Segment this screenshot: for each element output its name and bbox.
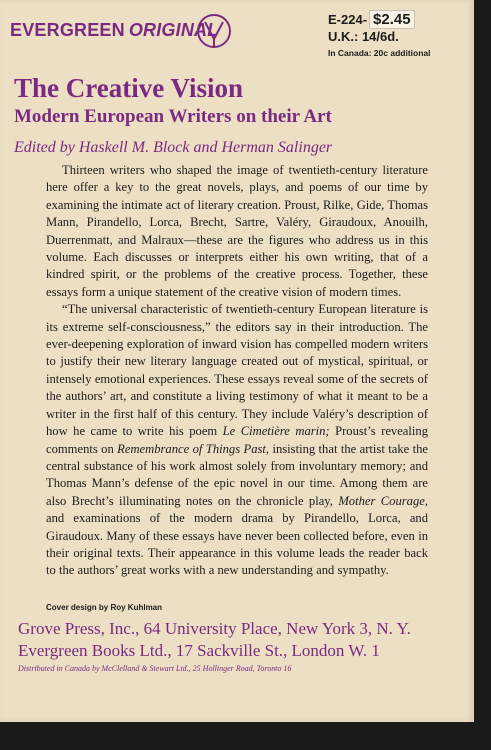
book-editors: Edited by Haskell M. Block and Herman Salinger [14, 139, 333, 156]
italic-title-mother-courage: Mother Courage, [338, 493, 428, 508]
canada-note: In Canada: 20c additional [328, 48, 431, 58]
distribution-note: Distributed in Canada by McClelland & Stewart Ltd., 25 Hollinger Road, Toronto 16 [18, 664, 292, 673]
italic-title-remembrance: Remembrance of Things Past, [117, 441, 270, 456]
book-subtitle: Modern European Writers on their Art [14, 106, 332, 127]
cover-header [10, 8, 466, 58]
evergreen-v-logo-icon [196, 13, 232, 49]
publisher-line-1: Grove Press, Inc., 64 University Place, New York 3, N. Y. [18, 619, 411, 638]
blurb [46, 162, 428, 580]
catalog-code: E-224- [328, 12, 368, 27]
blurb-paragraph-2: “The universal characteristic of twentieth-century European literature is its extreme self-consciousness,” the editors say in their introduction. The ever-deepening exploration of inward vision has compelled modern writers to justify their new literary language created out of mystical, spiritual, or intensely emotional experiences. These essays reveal some of the secrets of the authors’ art, and constitute a living testimony of what it meant to be a writer in the first half of this century. They include Valéry’s description of how he came to write his poem Le Cimetière marin; Proust’s revealing comments on Remembrance of Things Past, insisting that the artist take the central substance of his work almost solely from involuntary memory; and Thomas Mann’s defense of the epic novel in our time. Among them are also Brecht’s illuminating notes on the chronicle play, Mother Courage, and examinations of the modern drama by Pirandello, Lorca, and Giraudoux. Many of these essays have never been collected before, even in their original texts. Their appearance in this volume leads the reader back to the authors’ great works with a new understanding and sympathy. [46, 302, 428, 578]
cover-credit: Cover design by Roy Kuhlman [46, 603, 163, 612]
uk-price: U.K.: 14/6d. [328, 29, 399, 44]
italic-title-cimetiere: Le Cimetière marin; [222, 424, 330, 439]
title-block [14, 73, 464, 158]
brand-wordmark [10, 20, 218, 41]
price-block [328, 10, 458, 58]
publisher-line-2: Evergreen Books Ltd., 17 Sackville St., London W. 1 [18, 641, 380, 660]
price-sticker: $2.45 [369, 10, 415, 29]
book-title: The Creative Vision [14, 73, 243, 103]
brand-italic: ORIGINAL [128, 20, 219, 40]
blurb-paragraph-1: Thirteen writers who shaped the image of twentieth-century literature here offer a key to the great novels, plays, and poems of our time by examining the intimate act of literary creation. Proust, Rilke, Gide, Thomas Mann, Pirandello, Lorca, Brecht, Sartre, Valéry, Giraudoux, Anouilh, Duerrenmatt, and Malraux—these are the figures who address us in this volume. Each discusses or interprets either his own writing, that of a kindred spirit, or the problems of the creative process. Together, these essays form a unique statement of the creative vision of modern times. [46, 163, 428, 299]
publisher-block [18, 618, 468, 674]
brand-main: EVERGREEN [10, 20, 125, 40]
